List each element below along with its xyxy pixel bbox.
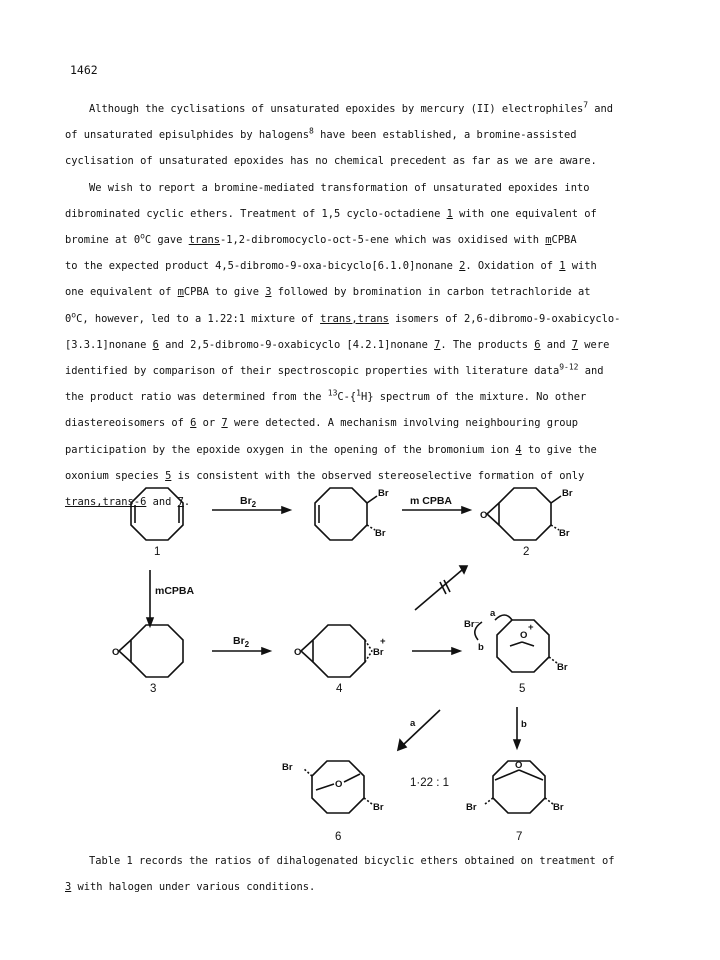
text-run: dibrominated cyclic ethers. Treatment of 1,5 cyclo-octadiene [65, 207, 447, 220]
text-run: Although the cyclisations of unsaturated epoxides by mercury (II) electrophiles [89, 103, 584, 115]
text-run: have been established, a bromine-assisted [313, 129, 577, 142]
text-run: of unsaturated episulphides by halogens [65, 129, 309, 142]
bromine-atom: Br [378, 488, 389, 499]
compound-5-structure [475, 615, 557, 672]
compound-ref: 2 [459, 260, 466, 273]
reagent-br2-top: $Br_2$ [240, 495, 257, 509]
text-run: C, however, led to a 1.22:1 mixture of [76, 312, 321, 325]
arrow-b-label: b [521, 719, 527, 730]
text-run: C gave [144, 234, 189, 247]
text-run: or [196, 417, 222, 430]
text-run: 0 [65, 312, 72, 325]
footer-text [65, 848, 665, 900]
compound-2-structure [487, 488, 561, 540]
bromine-atom: Br [373, 802, 384, 813]
compound-ref: 5 [165, 469, 172, 482]
compound-ref: 4 [515, 443, 522, 456]
compound-ref: 7 [571, 338, 579, 351]
text-run: C-{ [337, 391, 357, 404]
arrow-a-label: a [410, 718, 416, 729]
oxygen-atom: O [294, 647, 302, 658]
arrow-br2-mid [212, 648, 270, 654]
blocked-arrow [415, 566, 467, 610]
oxygen-atom: O [515, 760, 523, 771]
degree: o [71, 310, 77, 320]
compound-4-structure [301, 625, 372, 677]
oxygen-atom: O [112, 647, 120, 658]
bromine-atom: Br [553, 802, 564, 813]
citation: 7 [583, 100, 589, 110]
text-run: . [183, 496, 191, 509]
compound-ref: 6 [152, 338, 159, 351]
text-run: . The products [440, 338, 535, 351]
text-run: to the expected product 4,5-dibromo-9-oxa-bicyclo[6.1.0]nonane [65, 260, 460, 273]
arrow-to-5 [412, 648, 460, 654]
compound-3-structure [119, 625, 183, 677]
compound-ref: 7 [434, 338, 441, 351]
text-run: participation by the epoxide oxygen in the opening of the bromonium ion [65, 443, 516, 456]
oxonium-oxygen: O [520, 630, 528, 641]
stereo-term: trans [188, 234, 220, 247]
text-run: CPBA [551, 234, 577, 247]
isotope: 13 [327, 388, 338, 398]
degree: o [140, 231, 145, 241]
text-run: cyclisation of unsaturated epoxides has no chemical precedent as far as we are aware. [65, 155, 597, 168]
text-run: We wish to report a bromine-mediated transformation of unsaturated epoxides into [89, 181, 590, 194]
text-run: oxonium species [65, 469, 166, 482]
positive-charge: + [380, 636, 386, 647]
compound-1-structure [131, 488, 183, 540]
text-run: diastereoisomers of [65, 417, 191, 430]
stereo-term: trans,trans-6 [65, 496, 147, 509]
arrow-path-a [398, 710, 440, 750]
text-run: were detected. A mechanism involving neighbouring group [227, 417, 579, 430]
text-run: the product ratio was determined from the [65, 391, 328, 404]
text-run: to give the [521, 443, 597, 456]
paragraph-2 [65, 175, 665, 516]
compound-ref: 7 [177, 496, 184, 509]
arrow-path-b [514, 707, 520, 748]
text-run: and 2,5-dibromo-9-oxabicyclo [4.2.1]nonane [158, 338, 435, 351]
stereo-term: trans,trans [320, 312, 389, 325]
text-run: Table 1 records the ratios of dihalogenated bicyclic ethers obtained on treatment of [89, 855, 615, 867]
page-number: 1462 [70, 63, 98, 77]
arrow-mcpba-left [147, 570, 153, 626]
compound-5-label: 5 [519, 683, 526, 695]
product-ratio: 1·22 : 1 [410, 777, 449, 789]
path-b-marker: b [478, 642, 484, 653]
compound-ref: 3 [65, 881, 72, 894]
positive-charge: + [528, 622, 534, 633]
path-a-marker: a [490, 608, 496, 619]
compound-ref: 3 [265, 286, 272, 299]
text-run: one equivalent of [65, 286, 178, 299]
text-run: [3.3.1]nonane [65, 338, 153, 351]
text-run: and [146, 496, 178, 509]
compound-ref: 1 [446, 207, 453, 220]
compound-7-label: 7 [516, 831, 523, 843]
bromine-atom: Br [562, 488, 573, 499]
bromine-atom: Br [375, 528, 386, 539]
text-run: CPBA to give [183, 286, 266, 299]
arrow-mcpba-top [402, 507, 470, 513]
compound-ref: 6 [534, 338, 541, 351]
scheme-svg [0, 470, 720, 850]
compound-ref: 6 [190, 417, 197, 430]
text-run: identified by comparison of their spectroscopic properties with literature data [65, 365, 560, 378]
text-run: bromine at 0 [65, 234, 141, 247]
bromine-atom: Br [466, 802, 477, 813]
oxygen-atom: O [335, 779, 343, 790]
citation: 9-12 [559, 362, 579, 372]
reagent-mcpba-top: m CPBA [410, 495, 453, 507]
body-text [65, 96, 665, 515]
reaction-scheme [0, 470, 720, 850]
paragraph-1 [65, 96, 665, 175]
reagent-prefix: m [177, 286, 184, 299]
compound-4-label: 4 [336, 683, 343, 695]
compound-2-label: 2 [523, 546, 530, 558]
text-run: is consistent with the observed stereoselective formation of only [171, 469, 585, 482]
text-run: . Oxidation of [465, 260, 560, 273]
compound-ref: 1 [559, 260, 566, 273]
bromine-atom: Br [557, 662, 568, 673]
text-run: with one equivalent of [452, 207, 597, 220]
reagent-prefix: m [545, 234, 552, 247]
reagent-br2-mid: $Br_2$ [233, 635, 250, 649]
bromonium-atom: Br [373, 647, 384, 658]
compound-6-label: 6 [335, 831, 342, 843]
text-run: isomers of 2,6-dibromo-9-oxabicyclo- [388, 312, 621, 325]
text-run: -1,2-dibromocyclo-oct-5-ene which was oxidised with [219, 234, 546, 247]
text-run: with [565, 260, 597, 273]
compound-ref: 7 [221, 417, 228, 430]
dibromocyclooctene-structure [315, 488, 377, 540]
bromide-ion: Br⁻ [464, 619, 480, 630]
text-run: and [578, 365, 604, 378]
text-run: with halogen under various conditions. [71, 881, 316, 894]
text-run: and [540, 338, 572, 351]
text-run: and [588, 103, 614, 115]
text-run: were [578, 338, 610, 351]
compound-3-label: 3 [150, 683, 157, 695]
isotope: 1 [356, 388, 361, 398]
bromine-atom: Br [559, 528, 570, 539]
oxygen-atom: O [480, 510, 488, 521]
text-run: followed by bromination in carbon tetrachloride at [271, 286, 591, 299]
citation: 8 [308, 126, 314, 136]
reagent-mcpba-left: mCPBA [155, 585, 195, 597]
compound-1-label: 1 [154, 546, 161, 558]
footer-paragraph [65, 848, 665, 900]
bromine-atom: Br [282, 762, 293, 773]
text-run: H} spectrum of the mixture. No other [361, 391, 587, 404]
